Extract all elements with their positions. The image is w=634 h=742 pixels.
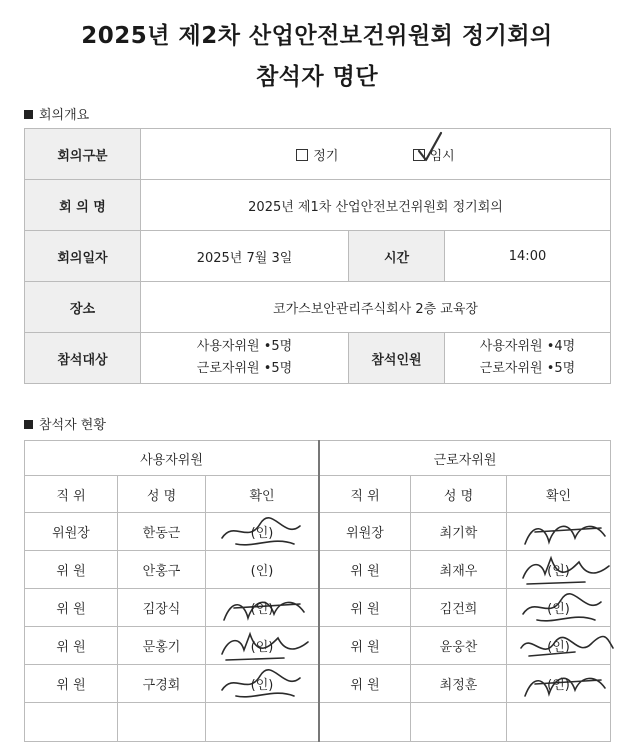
employer-position: 위 원 bbox=[25, 665, 118, 703]
employer-confirm bbox=[206, 627, 320, 665]
seal-placeholder: (인) bbox=[250, 526, 274, 541]
worker-confirm bbox=[507, 665, 611, 703]
worker-name: 윤웅찬 bbox=[411, 627, 507, 665]
worker-confirm bbox=[507, 589, 611, 627]
regular-option bbox=[296, 149, 342, 164]
employer-name: 문홍기 bbox=[118, 627, 206, 665]
empty-cell bbox=[507, 703, 611, 742]
worker-position: 위 원 bbox=[319, 627, 411, 665]
attend-worker: 근로자위원 •5명 bbox=[479, 361, 576, 376]
table-row bbox=[25, 551, 611, 589]
employer-name: 김장식 bbox=[118, 589, 206, 627]
employer-confirm bbox=[206, 551, 320, 589]
meeting-time-label: 시간 bbox=[349, 231, 445, 282]
handwritten-signature bbox=[515, 514, 615, 550]
empty-cell bbox=[319, 703, 411, 742]
seal-placeholder: (인) bbox=[250, 602, 274, 617]
employer-name: 한동근 bbox=[118, 513, 206, 551]
seal-placeholder: (인) bbox=[250, 564, 274, 579]
empty-cell bbox=[118, 703, 206, 742]
meeting-type-options bbox=[141, 129, 611, 180]
table-row bbox=[25, 665, 611, 703]
employer-position: 위 원 bbox=[25, 589, 118, 627]
meeting-type-label: 회의구분 bbox=[25, 129, 141, 180]
table-row bbox=[25, 589, 611, 627]
table-row-empty bbox=[25, 703, 611, 742]
target-value bbox=[141, 333, 349, 384]
employer-group-header: 사용자위원 bbox=[25, 441, 320, 476]
meeting-time-value: 14:00 bbox=[445, 231, 611, 282]
worker-name: 최기학 bbox=[411, 513, 507, 551]
target-label: 참석대상 bbox=[25, 333, 141, 384]
meeting-date-label: 회의일자 bbox=[25, 231, 141, 282]
target-employer: 사용자위원 •5명 bbox=[196, 339, 293, 354]
attend-employer: 사용자위원 •4명 bbox=[479, 339, 576, 354]
special-label: 임시 bbox=[429, 148, 455, 164]
employer-confirm bbox=[206, 665, 320, 703]
seal-placeholder: (인) bbox=[547, 602, 570, 617]
table-row bbox=[25, 476, 611, 513]
empty-cell bbox=[25, 703, 118, 742]
worker-name: 최정훈 bbox=[411, 665, 507, 703]
worker-position: 위 원 bbox=[319, 551, 411, 589]
attendee-roster-table bbox=[24, 440, 611, 742]
worker-name: 최재우 bbox=[411, 551, 507, 589]
worker-position: 위 원 bbox=[319, 589, 411, 627]
table-row bbox=[25, 231, 611, 282]
regular-checkbox bbox=[296, 149, 308, 161]
table-row bbox=[25, 180, 611, 231]
employer-name: 안홍구 bbox=[118, 551, 206, 589]
check-mark-icon bbox=[413, 129, 453, 169]
worker-confirm bbox=[507, 513, 611, 551]
document-title: 2025년 제2차 산업안전보건위원회 정기회의 bbox=[81, 23, 553, 49]
employer-confirm bbox=[206, 513, 320, 551]
worker-position: 위원장 bbox=[319, 513, 411, 551]
section-heading-overview bbox=[24, 104, 89, 123]
meeting-place-value: 코가스보안관리주식회사 2층 교육장 bbox=[141, 282, 611, 333]
section-attendees-label: 참석자 현황 bbox=[39, 418, 106, 433]
seal-placeholder: (인) bbox=[547, 640, 570, 655]
meeting-overview-table bbox=[24, 128, 611, 384]
col-header-name: 성 명 bbox=[118, 476, 206, 513]
col-header-position: 직 위 bbox=[25, 476, 118, 513]
table-row bbox=[25, 333, 611, 384]
col-header-position: 직 위 bbox=[319, 476, 411, 513]
employer-confirm bbox=[206, 589, 320, 627]
col-header-confirm: 확인 bbox=[507, 476, 611, 513]
table-row bbox=[25, 513, 611, 551]
worker-confirm bbox=[507, 627, 611, 665]
target-worker: 근로자위원 •5명 bbox=[196, 361, 293, 376]
document-subtitle: 참석자 명단 bbox=[255, 64, 379, 90]
table-row bbox=[25, 441, 611, 476]
worker-name: 김건희 bbox=[411, 589, 507, 627]
regular-label: 정기 bbox=[313, 148, 339, 164]
table-row bbox=[25, 282, 611, 333]
seal-placeholder: (인) bbox=[250, 640, 274, 655]
col-header-name: 성 명 bbox=[411, 476, 507, 513]
section-heading-attendees bbox=[24, 414, 106, 433]
square-bullet-icon bbox=[24, 110, 33, 119]
attendance-label: 참석인원 bbox=[349, 333, 445, 384]
employer-position: 위 원 bbox=[25, 627, 118, 665]
table-row bbox=[25, 129, 611, 180]
seal-placeholder: (인) bbox=[547, 564, 570, 579]
square-bullet-icon bbox=[24, 420, 33, 429]
meeting-name-value: 2025년 제1차 산업안전보건위원회 정기회의 bbox=[141, 180, 611, 231]
employer-name: 구경회 bbox=[118, 665, 206, 703]
attendance-value bbox=[445, 333, 611, 384]
empty-cell bbox=[206, 703, 320, 742]
worker-position: 위 원 bbox=[319, 665, 411, 703]
employer-position: 위 원 bbox=[25, 551, 118, 589]
table-row bbox=[25, 627, 611, 665]
worker-group-header: 근로자위원 bbox=[319, 441, 611, 476]
meeting-name-label: 회 의 명 bbox=[25, 180, 141, 231]
meeting-place-label: 장소 bbox=[25, 282, 141, 333]
employer-position: 위원장 bbox=[25, 513, 118, 551]
seal-placeholder: (인) bbox=[547, 678, 570, 693]
seal-placeholder: (인) bbox=[250, 678, 274, 693]
worker-confirm bbox=[507, 551, 611, 589]
section-overview-label: 회의개요 bbox=[39, 108, 90, 123]
meeting-date-value: 2025년 7월 3일 bbox=[141, 231, 349, 282]
col-header-confirm: 확인 bbox=[206, 476, 320, 513]
roster-body bbox=[25, 513, 611, 742]
empty-cell bbox=[411, 703, 507, 742]
